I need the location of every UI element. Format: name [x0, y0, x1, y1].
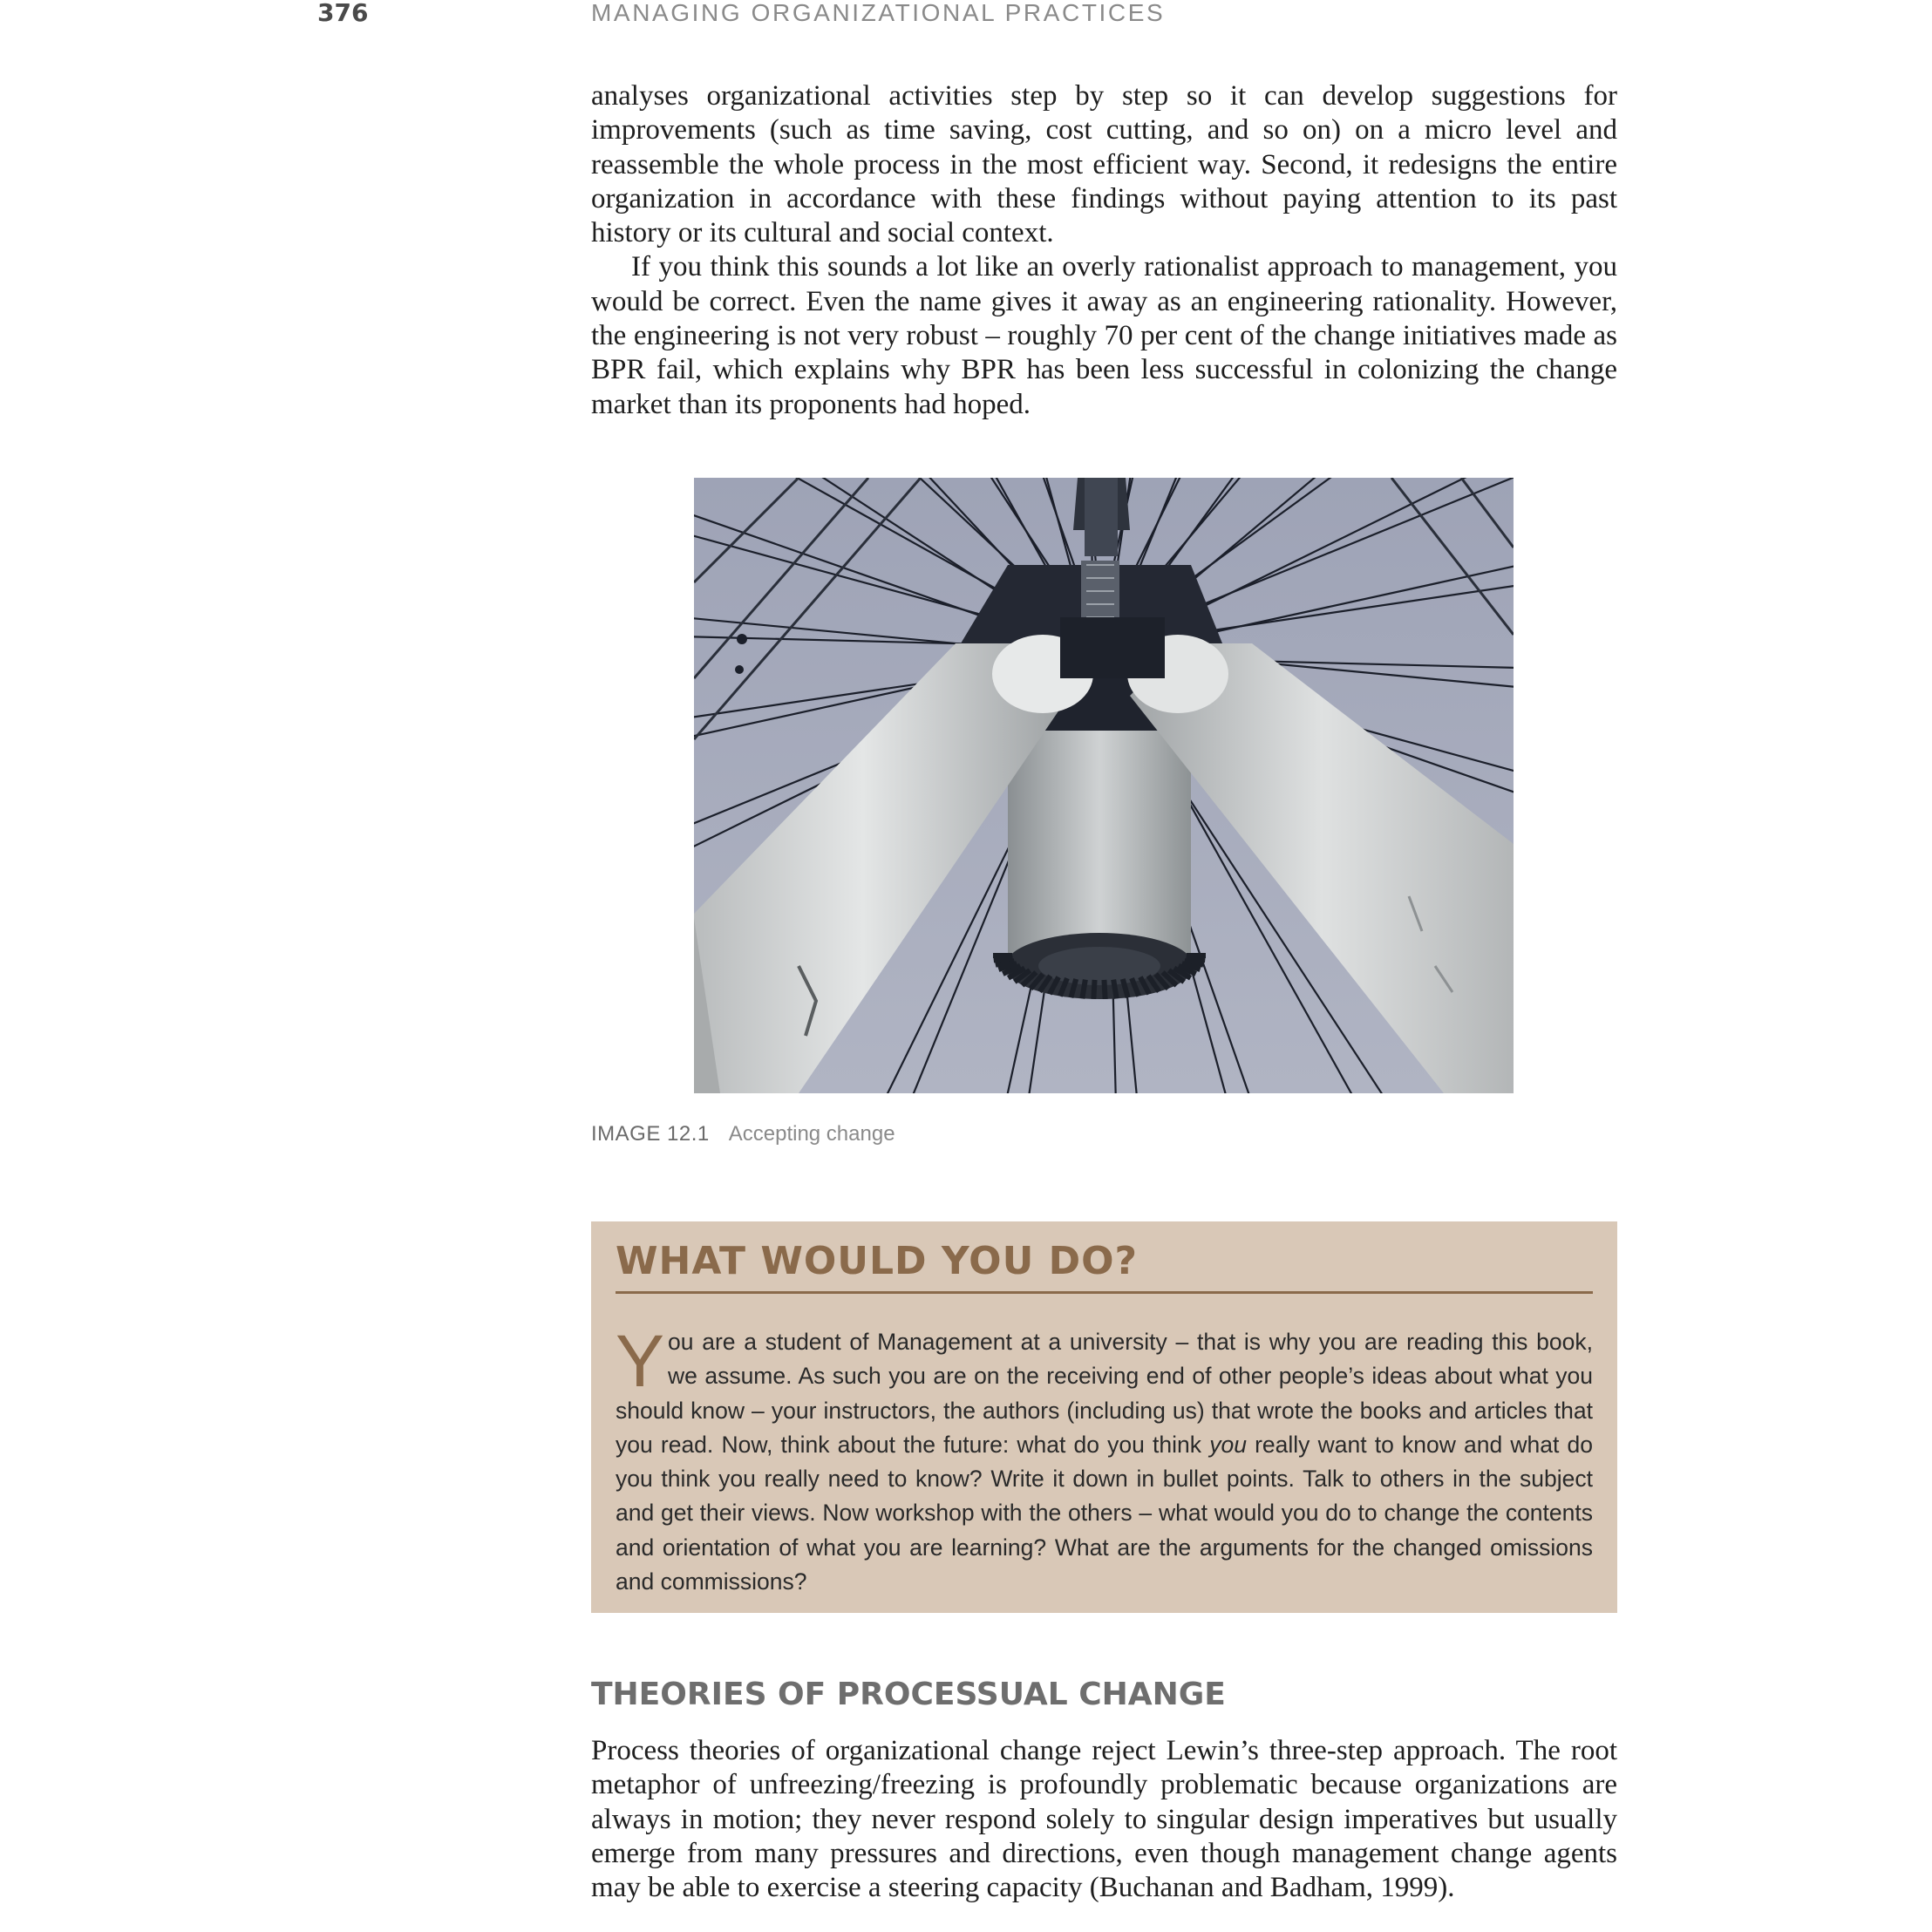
box-title-rule — [616, 1291, 1593, 1294]
paragraph-continuation: analyses organizational activities step by step so it can develop suggestions for improvements (such as time saving, cost cutting, and so on) on a micro level and reassemble the whole process in the most efficient way. Second, it redesigns the entire organization in accordance with these findings without paying attention to its past history or its cultural and social context. — [591, 80, 1617, 249]
section-text-block — [591, 1734, 1617, 1905]
ferris-wheel-hub-photo — [694, 478, 1514, 1093]
figure-label: IMAGE 12.1 — [591, 1122, 710, 1146]
hub-bolt — [1091, 980, 1097, 999]
paragraph-process-theories: Process theories of organizational change reject Lewin’s three-step approach. The root metaphor of unfreezing/freezing is profoundly problematic because organizations are always in motion; they never respond solely to singular design imperatives but usually emerge from many pressures and directions, even though management change agents may be able to exercise a steering capacity (Buchanan and Badham, 1999). — [591, 1735, 1617, 1904]
box-title: WHAT WOULD YOU DO? — [616, 1239, 1139, 1283]
section-heading: THEORIES OF PROCESSUAL CHANGE — [591, 1677, 1226, 1712]
box-dropcap: Y — [616, 1320, 665, 1402]
box-body — [616, 1320, 1593, 1599]
box-body-text-1: ou are a student of Management at a university – that is why you are reading this book, we assume. As such you are on the receiving end of other people’s ideas about what you should know – your instructors, the authors (including us) that wrote the books and articles that you read. Now, think about the future: what do you think — [616, 1329, 1593, 1458]
what-would-you-do-box — [591, 1221, 1617, 1613]
running-head: MANAGING ORGANIZATIONAL PRACTICES — [591, 0, 1166, 26]
figure-caption-text: Accepting change — [728, 1122, 895, 1146]
figure-photo — [694, 478, 1514, 1093]
hub-bolt — [993, 953, 1012, 958]
top-text-block — [591, 79, 1617, 422]
box-body-text-2: really want to know and what do you think you really need to know? Write it down in bullet points. Talk to others in the subject and get their views. Now workshop with the others – what would you do to change the contents and orientation of what you are learning? What are the arguments for the changed omissions and commissions? — [616, 1431, 1593, 1595]
box-body-emphasis: you — [1209, 1431, 1247, 1458]
paragraph-bpr: If you think this sounds a lot like an overly rationalist approach to management, you would be correct. Even the name gives it away as an engineering rationality. However, the engineering is not very robust – roughly 70 per cent of the change initiatives made as BPR fail, which explains why BPR has been less successful in colonizing the change market than its proponents had hoped. — [591, 251, 1617, 420]
figure-caption — [591, 1121, 895, 1147]
page-number: 376 — [317, 0, 369, 27]
hub-bolt — [1101, 980, 1107, 999]
